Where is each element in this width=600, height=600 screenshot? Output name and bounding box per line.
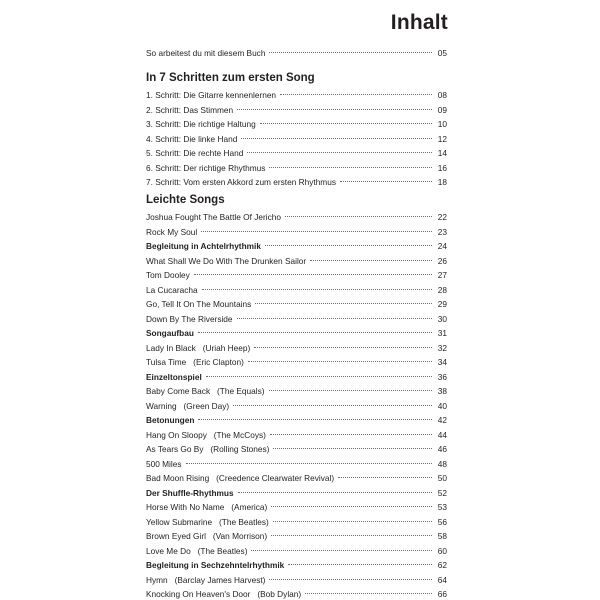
toc-entry-page: 16 [437, 162, 447, 173]
dot-leader [194, 274, 432, 275]
toc-entry-page: 44 [437, 429, 447, 440]
toc-entry [146, 516, 447, 528]
dot-leader [271, 535, 432, 536]
dot-leader [254, 347, 432, 348]
toc-entry [146, 162, 447, 174]
dot-leader [198, 332, 432, 333]
toc-entry-label: Down By The Riverside [146, 313, 233, 324]
toc-entry [146, 118, 447, 130]
toc-entry-page: 32 [437, 342, 447, 353]
toc-entry-label: Rock My Soul [146, 226, 198, 237]
dot-leader [280, 94, 432, 95]
dot-leader [269, 390, 432, 391]
toc-entry-page: 36 [437, 371, 447, 382]
toc-entry [146, 133, 447, 145]
dot-leader [338, 477, 432, 478]
dot-leader [305, 593, 432, 594]
toc-entry-label: Baby Come Back (The Equals) [146, 386, 265, 396]
dot-leader [247, 152, 432, 153]
dot-leader [202, 289, 432, 290]
toc-entry-page: 53 [437, 502, 447, 512]
dot-leader [238, 492, 432, 493]
toc-entry-page: 60 [437, 545, 447, 556]
toc-entry [146, 487, 447, 499]
toc-entry [146, 356, 447, 368]
toc-subheading-label: Begleitung in Achtelrhythmik [146, 241, 261, 251]
toc-entry-label: Horse With No Name (America) [146, 502, 268, 512]
toc-entry [146, 104, 447, 116]
dot-leader [269, 579, 432, 580]
toc-entry [146, 211, 447, 223]
section-heading: In 7 Schritten zum ersten Song [146, 72, 315, 84]
toc-subheading-label: Begleitung in Sechzehntelrhythmik [146, 560, 285, 570]
dot-leader [206, 376, 432, 377]
dot-leader [233, 405, 432, 406]
toc-entry-label: 2. Schritt: Das Stimmen [146, 104, 234, 115]
toc-entry-page: 40 [437, 400, 447, 411]
toc-entry [146, 89, 447, 101]
toc-entry-label: 1. Schritt: Die Gitarre kennenlernen [146, 90, 277, 100]
toc-entry-page: 14 [437, 148, 447, 158]
toc-entry [146, 298, 447, 310]
toc-entry-page: 08 [437, 90, 447, 100]
dot-leader [273, 521, 432, 522]
toc-entry-label: Hymn (Barclay James Harvest) [146, 574, 266, 585]
toc-entry-page: 50 [437, 473, 447, 483]
toc-entry-page: 38 [437, 386, 447, 396]
toc-entry-label: What Shall We Do With The Drunken Sailor [146, 255, 307, 266]
toc-entry-label: Warning (Green Day) [146, 400, 230, 411]
toc-entry-page: 48 [437, 458, 447, 469]
toc-entry-label: 500 Miles [146, 458, 182, 469]
toc-entry-page: 42 [437, 415, 447, 425]
toc-entry-label: Brown Eyed Girl (Van Morrison) [146, 531, 268, 541]
dot-leader [271, 506, 432, 507]
toc-entry-page: 09 [437, 104, 447, 115]
toc-subheading-label: Betonungen [146, 415, 195, 425]
toc-entry [146, 458, 447, 470]
toc-entry-label: Go, Tell It On The Mountains [146, 299, 252, 309]
dot-leader [255, 303, 432, 304]
toc-entry-page: 56 [437, 516, 447, 527]
toc-entry [146, 371, 447, 383]
dot-leader [237, 318, 432, 319]
toc-entry-page: 29 [437, 299, 447, 309]
dot-leader [265, 245, 432, 246]
toc-entry [146, 342, 447, 354]
toc-entry-label: As Tears Go By (Rolling Stones) [146, 444, 270, 454]
toc-entry-page: 34 [437, 357, 447, 367]
toc-entry-page: 24 [437, 241, 447, 251]
dot-leader [186, 463, 432, 464]
toc-entry [146, 400, 447, 412]
toc-entry [146, 327, 447, 339]
toc-entry-label: 3. Schritt: Die richtige Haltung [146, 119, 256, 129]
dot-leader [237, 109, 432, 110]
toc-entry-label: 5. Schritt: Die rechte Hand [146, 148, 244, 158]
toc-entry [146, 559, 447, 571]
toc-entry-page: 12 [437, 133, 447, 144]
toc-entry-page: 22 [437, 212, 447, 222]
toc-entry [146, 313, 447, 325]
toc-entry [146, 284, 447, 296]
dot-leader [269, 52, 432, 53]
toc-entry-label: Lady In Black (Uriah Heep) [146, 342, 251, 353]
dot-leader [310, 260, 432, 261]
toc-entry-label: Bad Moon Rising (Creedence Clearwater Revival) [146, 473, 335, 483]
toc-entry-page: 52 [437, 487, 447, 498]
toc-entry-page: 10 [437, 119, 447, 129]
toc-entry [146, 588, 447, 600]
dot-leader [269, 167, 432, 168]
toc-entry [146, 545, 447, 557]
toc-entry-page: 62 [437, 560, 447, 570]
toc-entry-label: Tom Dooley [146, 270, 190, 280]
toc-entry-page: 23 [437, 226, 447, 237]
toc-entry-label: Joshua Fought The Battle Of Jericho [146, 212, 281, 222]
toc-entry [146, 255, 447, 267]
dot-leader [241, 138, 432, 139]
toc-entry [146, 443, 447, 455]
toc-entry [146, 501, 447, 513]
dot-leader [251, 550, 432, 551]
section-heading: Leichte Songs [146, 194, 225, 206]
toc-entry [146, 414, 447, 426]
dot-leader [270, 434, 432, 435]
toc-entry-label: Hang On Sloopy (The McCoys) [146, 429, 266, 440]
toc-entry [146, 176, 447, 188]
toc-entry-page: 05 [437, 48, 447, 58]
toc-entry [146, 574, 447, 586]
dot-leader [288, 564, 432, 565]
toc-entry-page: 66 [437, 589, 447, 599]
toc-entry [146, 269, 447, 281]
toc-entry-page: 64 [437, 574, 447, 585]
toc-entry-page: 27 [437, 270, 447, 280]
toc-entry-label: 4. Schritt: Die linke Hand [146, 133, 238, 144]
toc-entry-page: 31 [437, 328, 447, 338]
toc-entry-page: 30 [437, 313, 447, 324]
toc-entry-label: Yellow Submarine (The Beatles) [146, 516, 269, 527]
toc-entry [146, 429, 447, 441]
toc-entry-page: 46 [437, 444, 447, 454]
toc-entry-intro [146, 47, 447, 59]
toc-entry-label: La Cucaracha [146, 284, 198, 295]
toc-entry-label: 7. Schritt: Vom ersten Akkord zum ersten Rhythmus [146, 177, 336, 187]
dot-leader [340, 181, 432, 182]
toc-entry-label: Tulsa Time (Eric Clapton) [146, 357, 244, 367]
toc-entry-page: 26 [437, 255, 447, 266]
toc-entry [146, 240, 447, 252]
dot-leader [198, 419, 432, 420]
toc-entry [146, 472, 447, 484]
toc-entry-page: 28 [437, 284, 447, 295]
toc-subheading-label: Einzeltonspiel [146, 371, 202, 382]
toc-subheading-label: Der Shuffle-Rhythmus [146, 487, 234, 498]
toc-entry-label: 6. Schritt: Der richtige Rhythmus [146, 162, 266, 173]
toc-entry [146, 226, 447, 238]
dot-leader [260, 123, 432, 124]
toc-entry-label: Knocking On Heaven's Door (Bob Dylan) [146, 589, 302, 599]
toc-entry [146, 385, 447, 397]
dot-leader [285, 216, 432, 217]
toc-entry [146, 147, 447, 159]
dot-leader [201, 231, 432, 232]
toc-entry-page: 18 [437, 177, 447, 187]
toc-entry [146, 530, 447, 542]
toc-entry-page: 58 [437, 531, 447, 541]
toc-entry-label: So arbeitest du mit diesem Buch [146, 48, 266, 58]
dot-leader [248, 361, 432, 362]
toc-subheading-label: Songaufbau [146, 328, 194, 338]
page-title: Inhalt [390, 11, 448, 34]
dot-leader [273, 448, 432, 449]
toc-entry-label: Love Me Do (The Beatles) [146, 545, 248, 556]
